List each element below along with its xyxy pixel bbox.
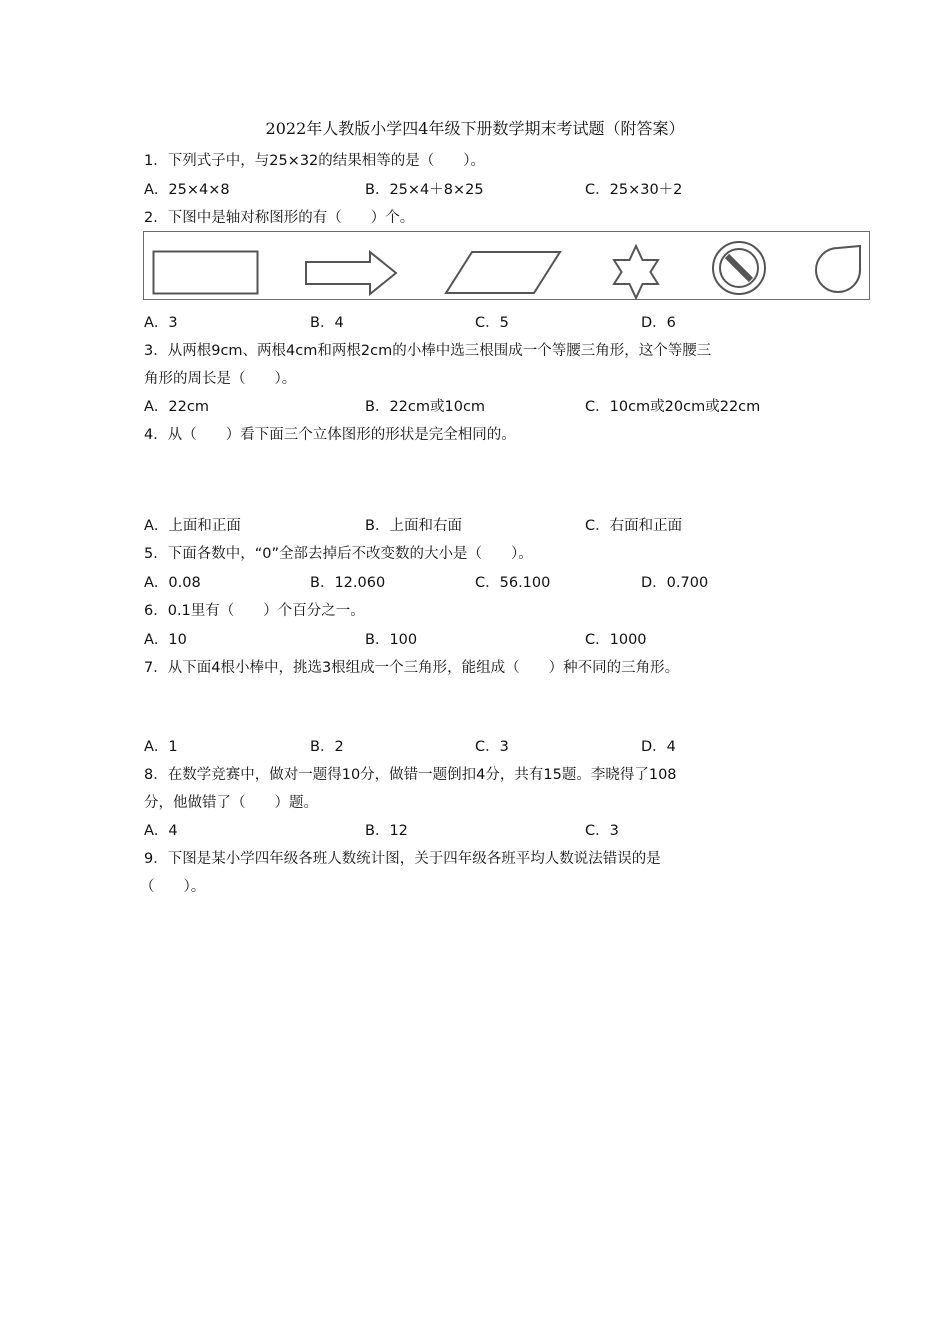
arrow-icon [304,250,400,296]
q6-option-b[interactable]: B．100 [365,632,418,648]
six-pointed-star-icon [608,244,664,300]
q1-option-c[interactable]: C．25×30＋2 [585,182,683,198]
q9-stem-line2: （ ）。 [140,879,206,895]
q8-option-c[interactable]: C．3 [585,823,619,839]
q2-option-a[interactable]: A．3 [144,315,178,331]
q3-stem-line2: 角形的周长是（ ）。 [144,371,297,387]
q1-stem: 1．下列式子中，与25×32的结果相等的是（ ）。 [144,153,486,169]
rectangle-icon [152,250,260,296]
q1-option-a[interactable]: A．25×4×8 [144,182,230,198]
q1-option-b[interactable]: B．25×4＋8×25 [365,182,484,198]
q3-option-a[interactable]: A．22cm [144,399,209,415]
q5-option-a[interactable]: A．0.08 [144,575,201,591]
q8-option-a[interactable]: A．4 [144,823,178,839]
q2-option-b[interactable]: B．4 [310,315,344,331]
q5-stem: 5．下面各数中，“0”全部去掉后不改变数的大小是（ ）。 [144,546,533,562]
no-sign-icon [711,240,767,296]
q7-stem: 7．从下面4根小棒中，挑选3根组成一个三角形，能组成（ ）种不同的三角形。 [144,660,680,676]
q3-option-b[interactable]: B．22cm或10cm [365,399,486,415]
q4-option-b[interactable]: B．上面和右面 [365,518,462,534]
q4-stem: 4．从（ ）看下面三个立体图形的形状是完全相同的。 [144,427,516,443]
teardrop-icon [814,244,864,296]
q6-option-c[interactable]: C．1000 [585,632,647,648]
parallelogram-icon [444,250,564,296]
q7-option-b[interactable]: B．2 [310,739,344,755]
q6-option-a[interactable]: A．10 [144,632,187,648]
q8-option-b[interactable]: B．12 [365,823,408,839]
q7-option-a[interactable]: A．1 [144,739,178,755]
q3-stem-line1: 3．从两根9cm、两根4cm和两根2cm的小棒中选三根围成一个等腰三角形，这个等腰三 [144,343,712,359]
q6-stem: 6．0.1里有（ ）个百分之一。 [144,603,365,619]
q5-option-b[interactable]: B．12.060 [310,575,386,591]
q2-figure-panel [143,231,870,300]
page-title: 2022年人教版小学四4年级下册数学期末考试题（附答案） [265,119,685,138]
q5-option-c[interactable]: C．56.100 [475,575,551,591]
q8-stem-line2: 分，他做错了（ ）题。 [144,795,318,811]
q2-stem: 2．下图中是轴对称图形的有（ ）个。 [144,210,415,226]
q7-option-d[interactable]: D．4 [641,739,676,755]
q2-option-d[interactable]: D．6 [641,315,676,331]
q4-option-a[interactable]: A．上面和正面 [144,518,241,534]
q7-option-c[interactable]: C．3 [475,739,509,755]
q5-option-d[interactable]: D．0.700 [641,575,709,591]
q3-option-c[interactable]: C．10cm或20cm或22cm [585,399,761,415]
q8-stem-line1: 8．在数学竞赛中，做对一题得10分，做错一题倒扣4分，共有15题。李晓得了108 [144,767,677,783]
q9-stem-line1: 9．下图是某小学四年级各班人数统计图，关于四年级各班平均人数说法错误的是 [144,851,661,867]
q2-option-c[interactable]: C．5 [475,315,509,331]
q4-option-c[interactable]: C．右面和正面 [585,518,683,534]
